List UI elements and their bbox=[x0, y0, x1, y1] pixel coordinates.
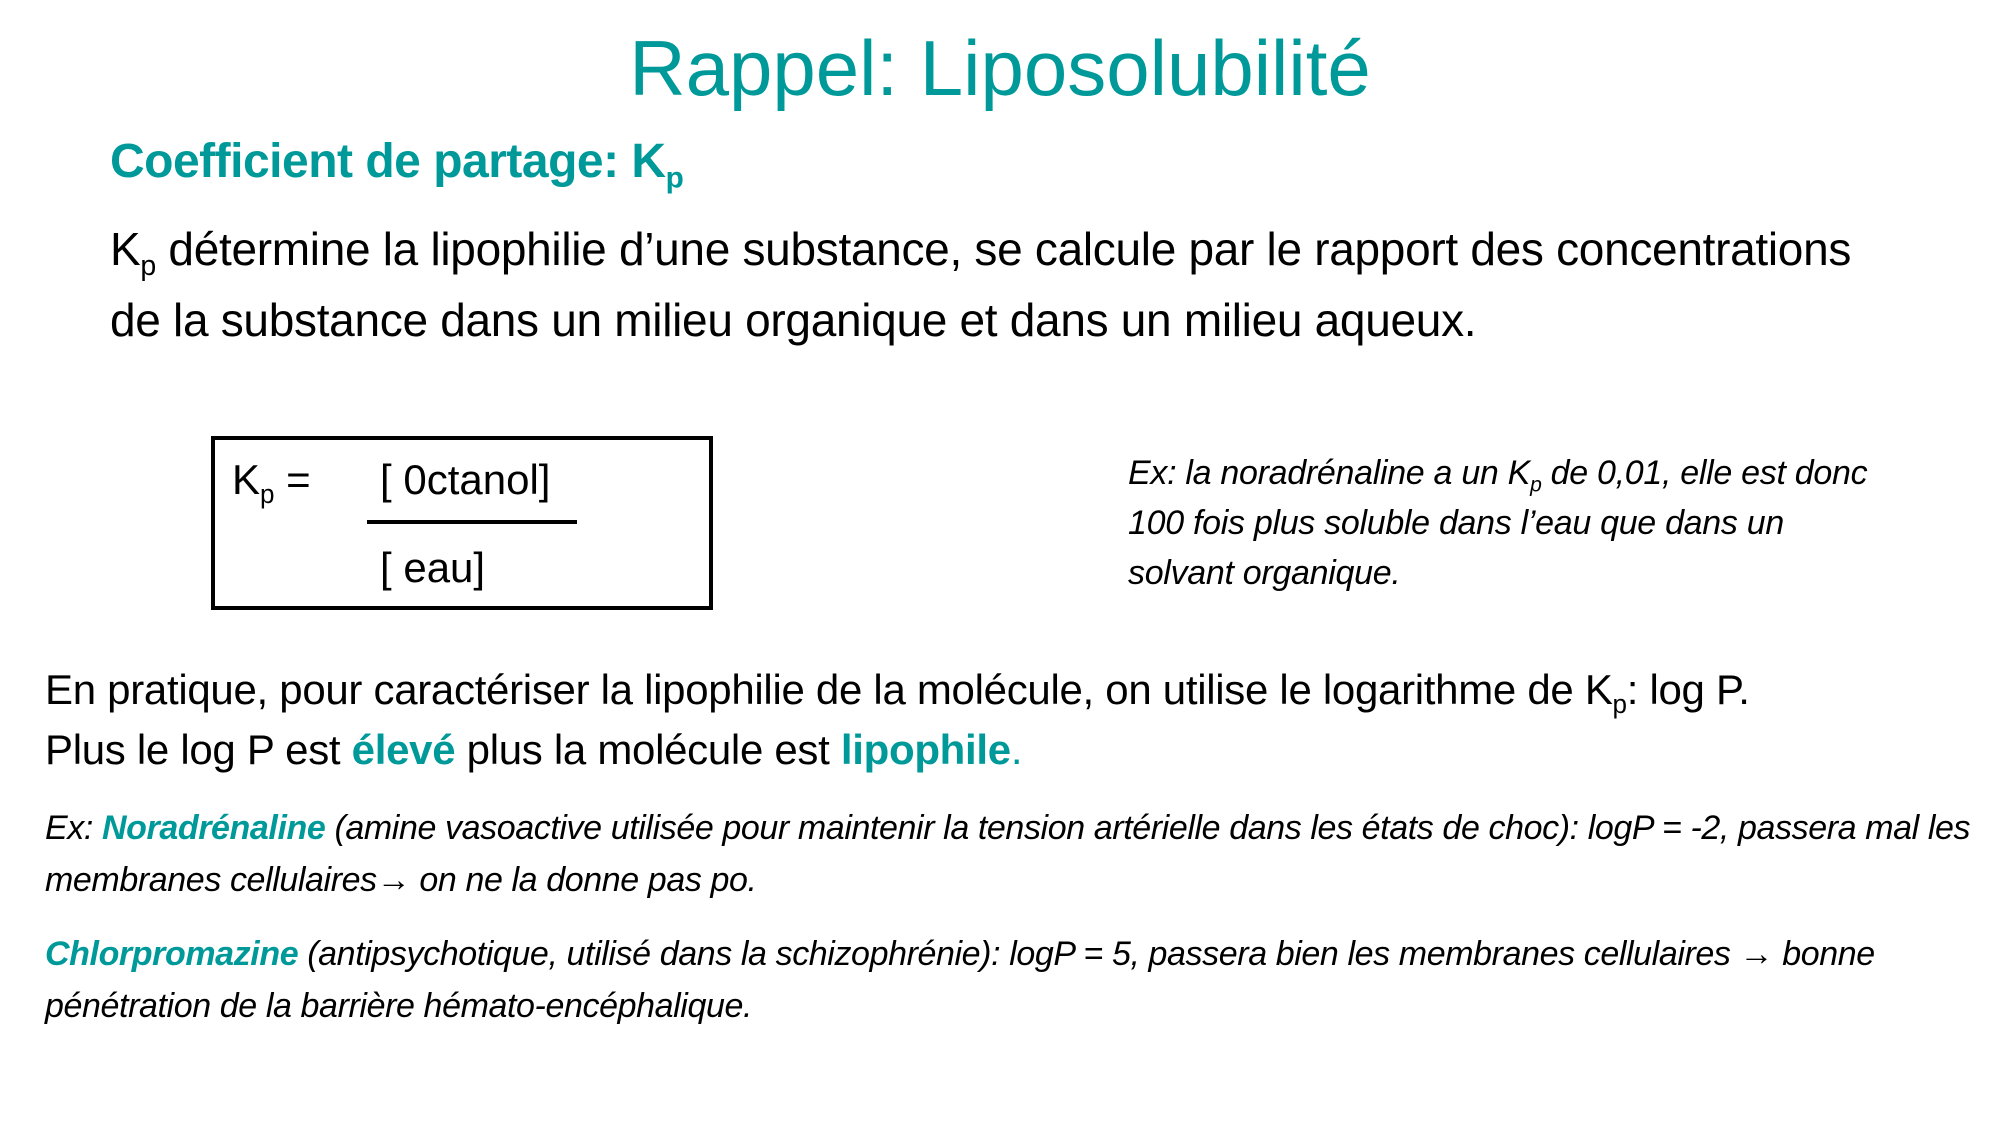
highlight-eleve: élevé bbox=[351, 726, 456, 773]
example-description: (antipsychotique, utilisé dans la schizophrénie): logP = 5, passera bien les membranes cellulaires → bonne pénétration de la barrière hémato-encéphalique. bbox=[45, 935, 1875, 1025]
slide-title: Rappel: Liposolubilité bbox=[629, 24, 1371, 112]
example-noradrenaline bbox=[45, 802, 1985, 906]
subtitle-text: Coefficient de partage: K bbox=[110, 135, 666, 188]
formula-lhs-symbol: K bbox=[232, 456, 261, 503]
kp-example-text-before: Ex: la noradrénaline a un K bbox=[1128, 454, 1531, 492]
section-subtitle bbox=[110, 132, 684, 195]
practice-line1-end: : log P. bbox=[1626, 666, 1750, 713]
highlight-lipophile: lipophile bbox=[840, 726, 1011, 773]
formula-lhs-subscript: p bbox=[260, 479, 275, 510]
kp-example-text-after: de 0,01, elle est donc 100 fois plus soluble dans l’eau que dans un solvant organique. bbox=[1128, 454, 1868, 592]
practice-line1-subscript: p bbox=[1612, 689, 1627, 720]
kp-example-note bbox=[1128, 448, 1888, 598]
kp-symbol: K bbox=[110, 223, 141, 275]
kp-formula-box bbox=[211, 436, 713, 610]
example-chlorpromazine bbox=[45, 928, 1985, 1032]
example-description: (amine vasoactive utilisée pour maintenir la tension artérielle dans les états de choc): logP = -2, passera mal les membranes cellulaires→ on ne la donne pas po. bbox=[45, 809, 1971, 899]
drug-name-chlorpromazine: Chlorpromazine bbox=[45, 935, 299, 973]
logp-practice-paragraph bbox=[45, 660, 1985, 780]
kp-definition-paragraph bbox=[110, 214, 1910, 356]
subtitle-subscript: p bbox=[665, 161, 684, 195]
formula-denominator: [ eau] bbox=[380, 544, 486, 591]
practice-line1-text: En pratique, pour caractériser la lipophilie de la molécule, on utilise le logarithme de K bbox=[45, 666, 1613, 713]
kp-symbol-subscript: p bbox=[140, 249, 156, 282]
kp-example-subscript: p bbox=[1530, 473, 1542, 497]
practice-line2-text: Plus le log P est bbox=[45, 726, 352, 773]
practice-line2-middle: plus la molécule est bbox=[455, 726, 841, 773]
formula-equals-sign: = bbox=[274, 456, 311, 503]
kp-definition-text: détermine la lipophilie d’une substance, se calcule par le rapport des concentrations de la substance dans un milieu organique et dans un milieu aqueux. bbox=[110, 223, 1852, 346]
drug-name-noradrenaline: Noradrénaline bbox=[101, 809, 326, 847]
formula-lhs bbox=[232, 454, 311, 510]
practice-line2-period: . bbox=[1010, 726, 1023, 773]
formula-numerator: [ 0ctanol] bbox=[380, 456, 551, 503]
example-prefix: Ex: bbox=[45, 809, 102, 847]
fraction-bar bbox=[367, 520, 577, 524]
